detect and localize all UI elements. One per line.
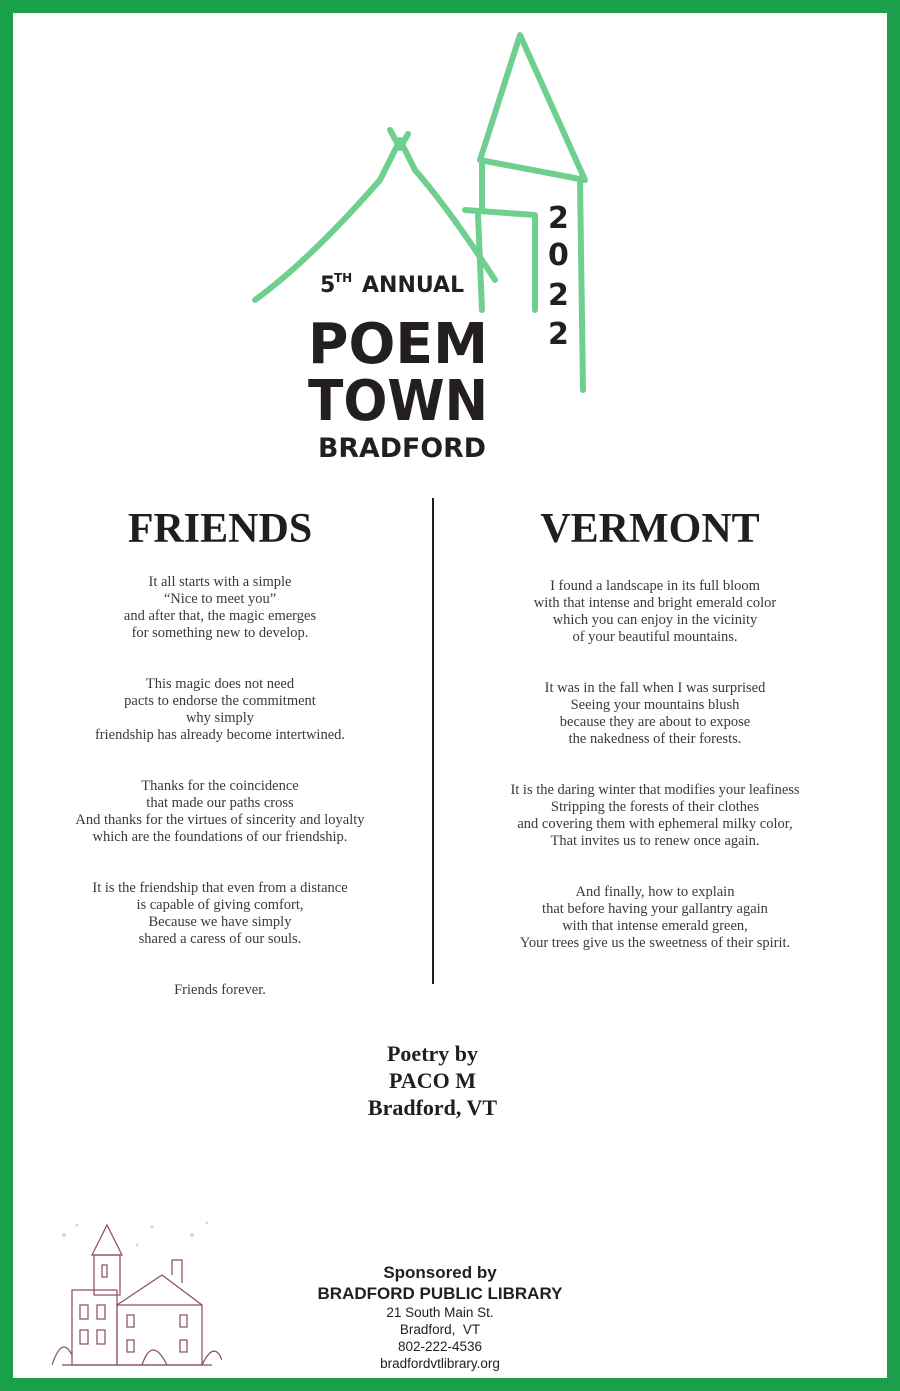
poem-line: of your beautiful mountains. bbox=[572, 629, 738, 645]
poem-line: Friends forever. bbox=[174, 982, 266, 998]
poem-title-vermont: VERMONT bbox=[540, 506, 760, 552]
poem-line: Because we have simply bbox=[148, 914, 292, 930]
poem-line: shared a caress of our souls. bbox=[138, 931, 302, 947]
poem-title-friends: FRIENDS bbox=[127, 506, 313, 552]
logo-year-digit: 2 bbox=[548, 317, 569, 352]
sponsor-label: Sponsored by bbox=[383, 1263, 497, 1282]
stanza bbox=[50, 880, 390, 948]
poem-line: friendship has already become intertwined. bbox=[94, 727, 346, 743]
poem-line: and covering them with ephemeral milky color, bbox=[517, 816, 793, 832]
poem-line: with that intense and bright emerald color bbox=[533, 595, 777, 611]
poet-location: Bradford, VT bbox=[367, 1095, 498, 1120]
stanza bbox=[480, 782, 830, 850]
poem-line: “Nice to meet you” bbox=[163, 591, 277, 607]
poem-line: is capable of giving comfort, bbox=[136, 897, 304, 913]
poem-line: That invites us to renew once again. bbox=[550, 833, 760, 849]
logo-bradford: BRADFORD bbox=[318, 433, 486, 460]
poem-line: for something new to develop. bbox=[131, 625, 309, 641]
column-divider bbox=[432, 498, 434, 984]
poem-line: Thanks for the coincidence bbox=[141, 778, 299, 794]
poem-line: Your trees give us the sweetness of their spirit. bbox=[519, 935, 791, 951]
poem-vermont bbox=[480, 578, 830, 986]
sponsor-name: BRADFORD PUBLIC LIBRARY bbox=[317, 1284, 563, 1303]
sponsor-website: bradfordvtlibrary.org bbox=[380, 1356, 500, 1371]
poem-line: Stripping the forests of their clothes bbox=[550, 799, 760, 815]
poem-line: with that intense emerald green, bbox=[562, 918, 748, 934]
sponsor-address-street: 21 South Main St. bbox=[386, 1305, 494, 1320]
poem-line: that before having your gallantry again bbox=[542, 901, 768, 917]
library-building-sketch-icon bbox=[52, 1215, 222, 1375]
poem-line: It was in the fall when I was surprised bbox=[544, 680, 766, 696]
poem-line: which are the foundations of our friendship. bbox=[92, 829, 348, 845]
sponsor-block bbox=[300, 1262, 580, 1372]
logo-annual-word: ANNUAL bbox=[362, 273, 465, 298]
poem-line: and after that, the magic emerges bbox=[123, 608, 317, 624]
stanza bbox=[480, 680, 830, 748]
stanza bbox=[480, 884, 830, 952]
logo-poem: POEM bbox=[308, 312, 488, 377]
logo-year-digit: 2 bbox=[548, 201, 569, 236]
logo-annual-number: 5 bbox=[320, 273, 336, 298]
poet-name: PACO M bbox=[389, 1068, 476, 1093]
poem-line: And thanks for the virtues of sincerity and loyalty bbox=[75, 812, 365, 828]
poem-friends bbox=[50, 574, 390, 1033]
poem-line: I found a landscape in its full bloom bbox=[550, 578, 760, 594]
stanza bbox=[50, 676, 390, 744]
poem-line: the nakedness of their forests. bbox=[568, 731, 742, 747]
poem-line: pacts to endorse the commitment bbox=[124, 693, 316, 709]
poem-line: why simply bbox=[185, 710, 255, 726]
poem-line: that made our paths cross bbox=[146, 795, 294, 811]
poem-town-logo bbox=[250, 30, 595, 460]
poem-line: Seeing your mountains blush bbox=[570, 697, 740, 713]
poem-line: because they are about to expose bbox=[559, 714, 751, 730]
poem-line: And finally, how to explain bbox=[575, 884, 735, 900]
stanza bbox=[480, 578, 830, 646]
stanza bbox=[50, 778, 390, 846]
credit-label: Poetry by bbox=[386, 1041, 479, 1066]
stanza bbox=[50, 574, 390, 642]
logo-town: TOWN bbox=[308, 369, 488, 434]
poem-line: It all starts with a simple bbox=[148, 574, 292, 590]
sponsor-phone: 802-222-4536 bbox=[397, 1339, 483, 1354]
poem-line: This magic does not need bbox=[145, 676, 295, 692]
poem-line: It is the friendship that even from a distance bbox=[92, 880, 348, 896]
stanza bbox=[50, 982, 390, 999]
sponsor-address-city: Bradford, VT bbox=[399, 1322, 481, 1337]
logo-year-digit: 2 bbox=[548, 278, 569, 313]
poem-line: which you can enjoy in the vicinity bbox=[552, 612, 758, 628]
poem-line: It is the daring winter that modifies your leafiness bbox=[510, 782, 800, 798]
logo-annual-superscript: TH bbox=[334, 271, 353, 285]
logo-year-digit: 0 bbox=[548, 238, 569, 273]
poet-credit bbox=[300, 1040, 565, 1121]
